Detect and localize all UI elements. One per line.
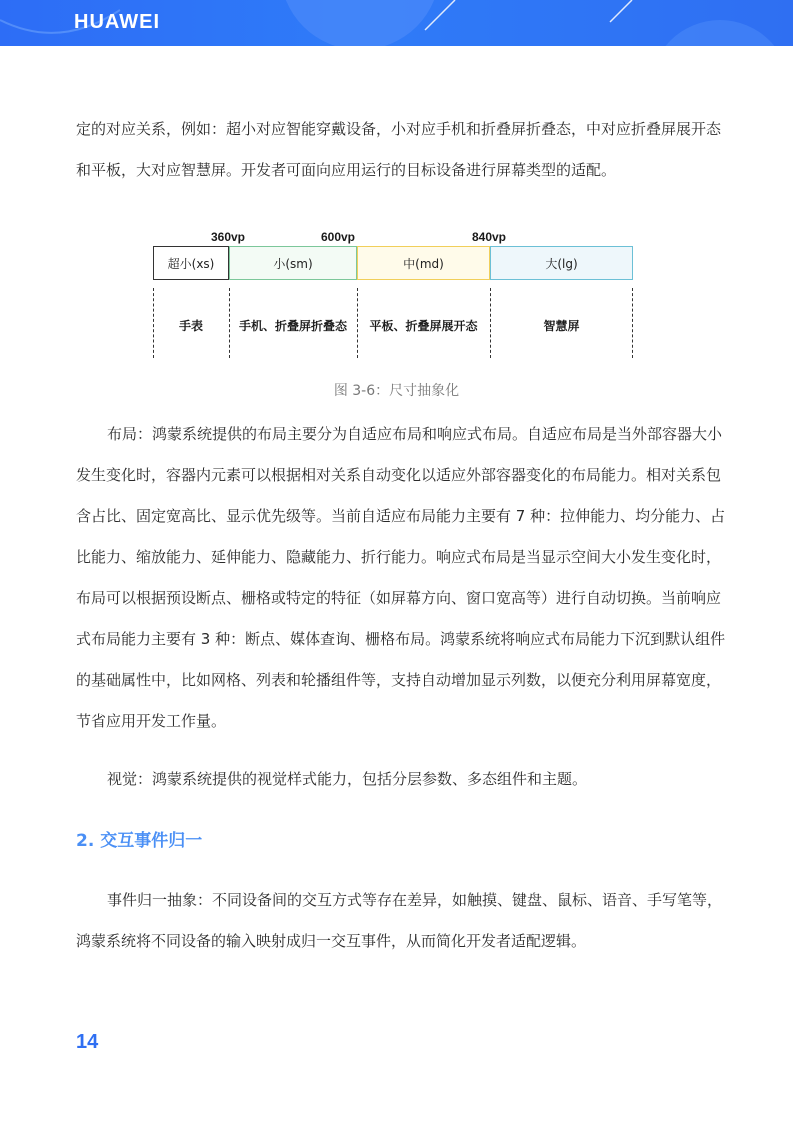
breakpoint-label-840: 840vp [471, 230, 507, 244]
size-box-md: 中(md) [357, 246, 490, 280]
page-header [0, 0, 793, 46]
device-label-smart-screen: 智慧屏 [543, 319, 580, 333]
page-number: 14 [76, 1031, 99, 1053]
breakpoint-label-360: 360vp [210, 230, 246, 244]
size-box-sm: 小(sm) [229, 246, 357, 280]
event-paragraph: 事件归一抽象：不同设备间的交互方式等存在差异，如触摸、键盘、鼠标、语音、手写笔等，鸿蒙系统将不同设备的输入映射成归一交互事件，从而简化开发者适配逻辑。 [76, 891, 723, 950]
brand-logo-text: HUAWEI [74, 11, 160, 33]
device-label-phone: 手机、折叠屏折叠态 [238, 319, 347, 333]
device-label-tablet: 平板、折叠屏展开态 [369, 319, 478, 333]
visual-paragraph: 视觉：鸿蒙系统提供的视觉样式能力，包括分层参数、多态组件和主题。 [107, 770, 588, 788]
intro-paragraph: 定的对应关系，例如：超小对应智能穿戴设备，小对应手机和折叠屏折叠态，中对应折叠屏展开态和平板，大对应智慧屏。开发者可面向应用运行的目标设备进行屏幕类型的适配。 [76, 120, 722, 179]
layout-paragraph: 布局：鸿蒙系统提供的布局主要分为自适应布局和响应式布局。自适应布局是当外部容器大小发生变化时，容器内元素可以根据相对关系自动变化以适应外部容器变化的布局能力。相对关系包含占比、固定宽高比、显示优先级等。当前自适应布局能力主要有 7 种：拉伸能力、均分能力、占比能力、缩放能力、延伸能力、隐藏能力、折行能力。响应式布局是当显示空间大小发生变化时，布局可以根据预设断点、栅格或特定的特征（如屏幕方向、窗口宽高等）进行自动切换。当前响应式布局能力主要有 3 种：断点、媒体查询、栅格布局。鸿蒙系统将响应式布局能力下沉到默认组件的基础属性中，比如网格、列表和轮播组件等，支持自动增加显示列数，以便充分利用屏幕宽度，节省应用开发工作量。 [76, 425, 726, 730]
size-box-lg: 大(lg) [490, 246, 633, 280]
breakpoint-label-600: 600vp [320, 230, 356, 244]
size-abstraction-figure [150, 226, 640, 362]
device-label-watch: 手表 [178, 319, 203, 333]
figure-caption: 图 3-6：尺寸抽象化 [333, 383, 460, 399]
section-heading: 2. 交互事件归一 [76, 831, 203, 851]
size-box-xs: 超小(xs) [153, 246, 229, 280]
